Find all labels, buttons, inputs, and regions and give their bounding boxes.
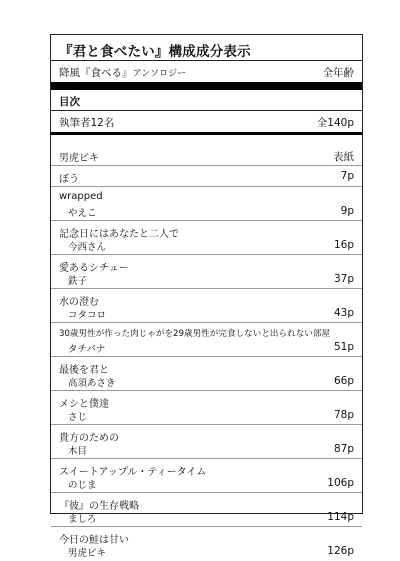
divider xyxy=(51,60,362,61)
entry-title: wrapped xyxy=(59,191,103,202)
entry-page: 126p xyxy=(327,545,354,557)
list-item xyxy=(51,289,362,323)
list-item xyxy=(51,221,362,255)
list-item xyxy=(51,493,362,527)
entry-author: 今西さん xyxy=(68,242,107,253)
entry-page: 106p xyxy=(327,477,354,489)
entry-page: 9p xyxy=(340,205,354,217)
list-item xyxy=(51,323,362,357)
entry-page: 87p xyxy=(333,443,354,455)
summary-row xyxy=(59,115,354,130)
entry-author: 高須あさき xyxy=(68,378,116,389)
entry-title: 最後を君と xyxy=(59,365,109,376)
entry-page: 37p xyxy=(333,273,354,285)
entry-page: 78p xyxy=(333,409,354,421)
toc-heading: 目次 xyxy=(59,96,80,108)
entry-author: さじ xyxy=(68,412,88,423)
entry-author: 男虎ビキ xyxy=(68,548,107,559)
entry-author: ましろ xyxy=(68,514,97,525)
entry-page: 66p xyxy=(333,375,354,387)
entry-author: タチバナ xyxy=(68,344,106,355)
cover-artist: 男虎ビキ xyxy=(59,153,99,164)
entry-author: コタコロ xyxy=(68,310,107,321)
entry-title: 30歳男性が作った肉じゃがを29歳男性が完食しないと出られない部屋 xyxy=(59,329,331,339)
entry-page: 114p xyxy=(327,511,354,523)
entry-title: 今日の鮭は甘い xyxy=(59,535,129,546)
list-item xyxy=(51,527,362,560)
entry-author: のじま xyxy=(68,480,97,491)
entry-title: 貴方のための xyxy=(59,433,119,444)
thick-divider xyxy=(51,132,362,135)
total-pages: 全140p xyxy=(316,117,354,129)
list-item xyxy=(51,425,362,459)
label-title: 『君と食べたい』構成成分表示 xyxy=(59,44,251,60)
nutrition-label xyxy=(50,34,363,559)
list-item xyxy=(51,255,362,289)
entry-author: 木目 xyxy=(68,446,88,457)
entry-page: 51p xyxy=(333,341,354,353)
author-count: 執筆者12名 xyxy=(59,117,115,129)
entry-page: 43p xyxy=(333,307,354,319)
toc-list xyxy=(51,145,362,560)
age-rating: 全年齢 xyxy=(322,67,354,79)
entry-title: スイートアップル・ティータイム xyxy=(59,467,207,478)
entry-author: やえこ xyxy=(68,208,97,219)
genre xyxy=(59,65,186,80)
entry-title: 記念日にはあなたと二人で xyxy=(59,229,179,240)
cover-row xyxy=(51,145,362,166)
entry-title: メシと僕達 xyxy=(59,399,109,410)
list-item xyxy=(51,357,362,391)
divider xyxy=(51,110,362,111)
thick-divider xyxy=(51,82,362,90)
list-item xyxy=(51,391,362,425)
entry-title: 愛あるシチュー xyxy=(59,263,129,274)
list-item xyxy=(51,166,362,187)
genre-prefix: 降風『食べる』 xyxy=(59,67,133,79)
cover-label: 表紙 xyxy=(333,151,354,163)
entry-page: 7p xyxy=(340,170,354,182)
genre-suffix: アンソロジー xyxy=(132,69,187,79)
entry-title: 『彼』の生存戦略 xyxy=(59,501,139,512)
entry-title: 水の澄む xyxy=(59,297,99,308)
entry-title: ぼう xyxy=(59,174,79,185)
entry-author: 鉄子 xyxy=(68,276,88,287)
list-item xyxy=(51,187,362,221)
entry-page: 16p xyxy=(333,239,354,251)
list-item xyxy=(51,459,362,493)
